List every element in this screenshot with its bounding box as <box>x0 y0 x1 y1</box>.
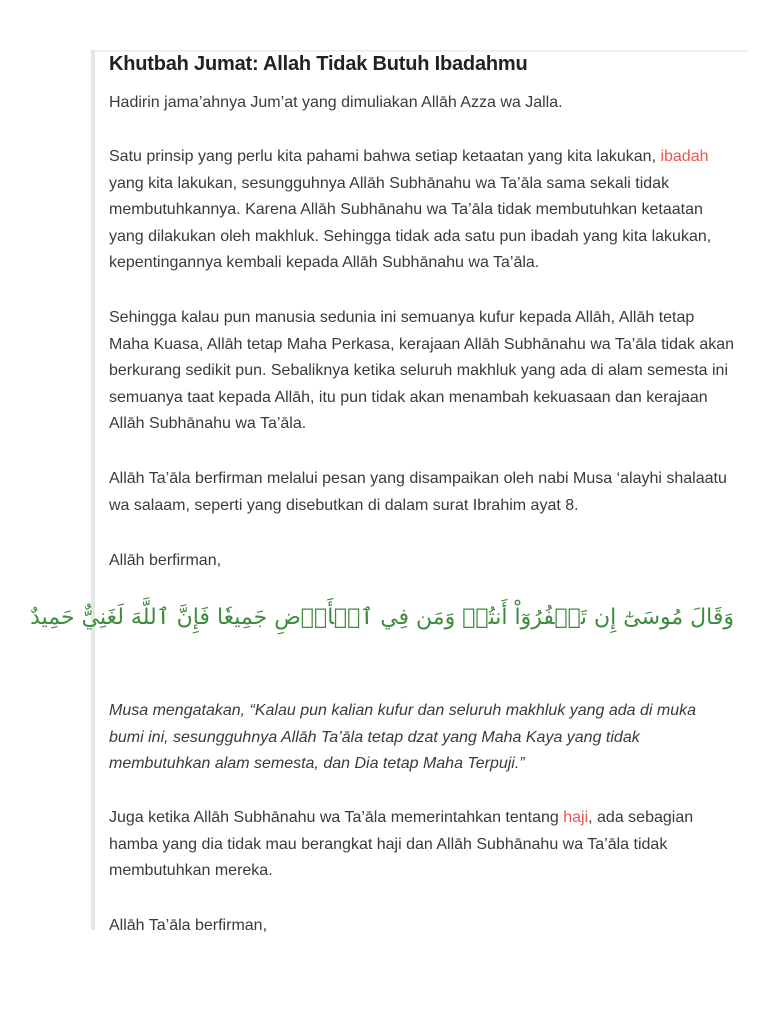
ibadah-link[interactable]: ibadah <box>660 148 709 165</box>
paragraph-haji <box>109 805 734 885</box>
haji-link[interactable]: haji <box>563 809 589 826</box>
paragraph-allah-berfirman: Allāh berfirman, <box>109 552 222 569</box>
article-content <box>30 50 739 934</box>
paragraph-principle-text-end: yang kita lakukan, sesungguhnya Allāh Subhānahu wa Ta’āla sama sekali tidak membutuhkannya. Karena Allāh Subhānahu wa Ta’āla tidak membutuhkan ketaatan yang dilakukan oleh makhluk. Sehingga tidak ada satu pun ibadah yang kita lakukan, kepentingannya kembali kepada Allāh Subhānahu wa Ta’āla. <box>109 174 712 271</box>
paragraph-principle <box>109 144 734 277</box>
paragraph-haji-text-end: , ada sebagian hamba yang dia tidak mau berangkat haji dan Allāh Subhānahu wa Ta’āla tidak membutuhkan mereka. <box>109 809 694 879</box>
paragraph-kufur: Sehingga kalau pun manusia sedunia ini semuanya kufur kepada Allāh, Allāh tetap Maha Kuasa, Allāh tetap Maha Perkasa, kerajaan Allāh Subhānahu wa Ta’āla tidak akan berkurang sedikit pun. Sebaliknya ketika seluruh makhluk yang ada di alam semesta ini semuanya taat kepada Allāh, itu pun tidak akan menambah kekuasaan dan kerajaan Allāh Subhānahu wa Ta’āla. <box>109 309 735 432</box>
article-title: Khutbah Jumat: Allah Tidak Butuh Ibadahmu <box>109 53 528 75</box>
quran-verse-arabic: وَقَالَ مُوسَىٰٓ إِن تَكۡفُرُوٓاْ أَنتُمۡ وَمَن فِي ٱلۡأَرۡضِ جَمِيعٗا فَإِنَّ ٱللَّهَ لَغَنِيٌّ حَمِيدٌ <box>30 605 734 630</box>
paragraph-greeting: Hadirin jama’ahnya Jum’at yang dimuliakan Allāh Azza wa Jalla. <box>109 94 563 111</box>
paragraph-verse-translation: Musa mengatakan, “Kalau pun kalian kufur dan seluruh makhluk yang ada di muka bumi ini, sesungguhnya Allāh Ta’āla tetap dzat yang Maha Kaya yang tidak membutuhkan alam semesta, dan Dia tetap Maha Terpuji.” <box>109 702 697 772</box>
paragraph-musa-intro: Allāh Ta’āla berfirman melalui pesan yang disampaikan oleh nabi Musa ‘alayhi shalaatu wa salaam, seperti yang disebutkan di dalam surat Ibrahim ayat 8. <box>109 470 727 514</box>
content-left-border <box>91 50 95 930</box>
paragraph-haji-text-start: Juga ketika Allāh Subhānahu wa Ta’āla memerintahkan tentang <box>109 809 564 826</box>
paragraph-allah-taala-berfirman: Allāh Ta’āla berfirman, <box>109 917 268 934</box>
paragraph-principle-text-start: Satu prinsip yang perlu kita pahami bahwa setiap ketaatan yang kita lakukan, <box>109 148 661 165</box>
